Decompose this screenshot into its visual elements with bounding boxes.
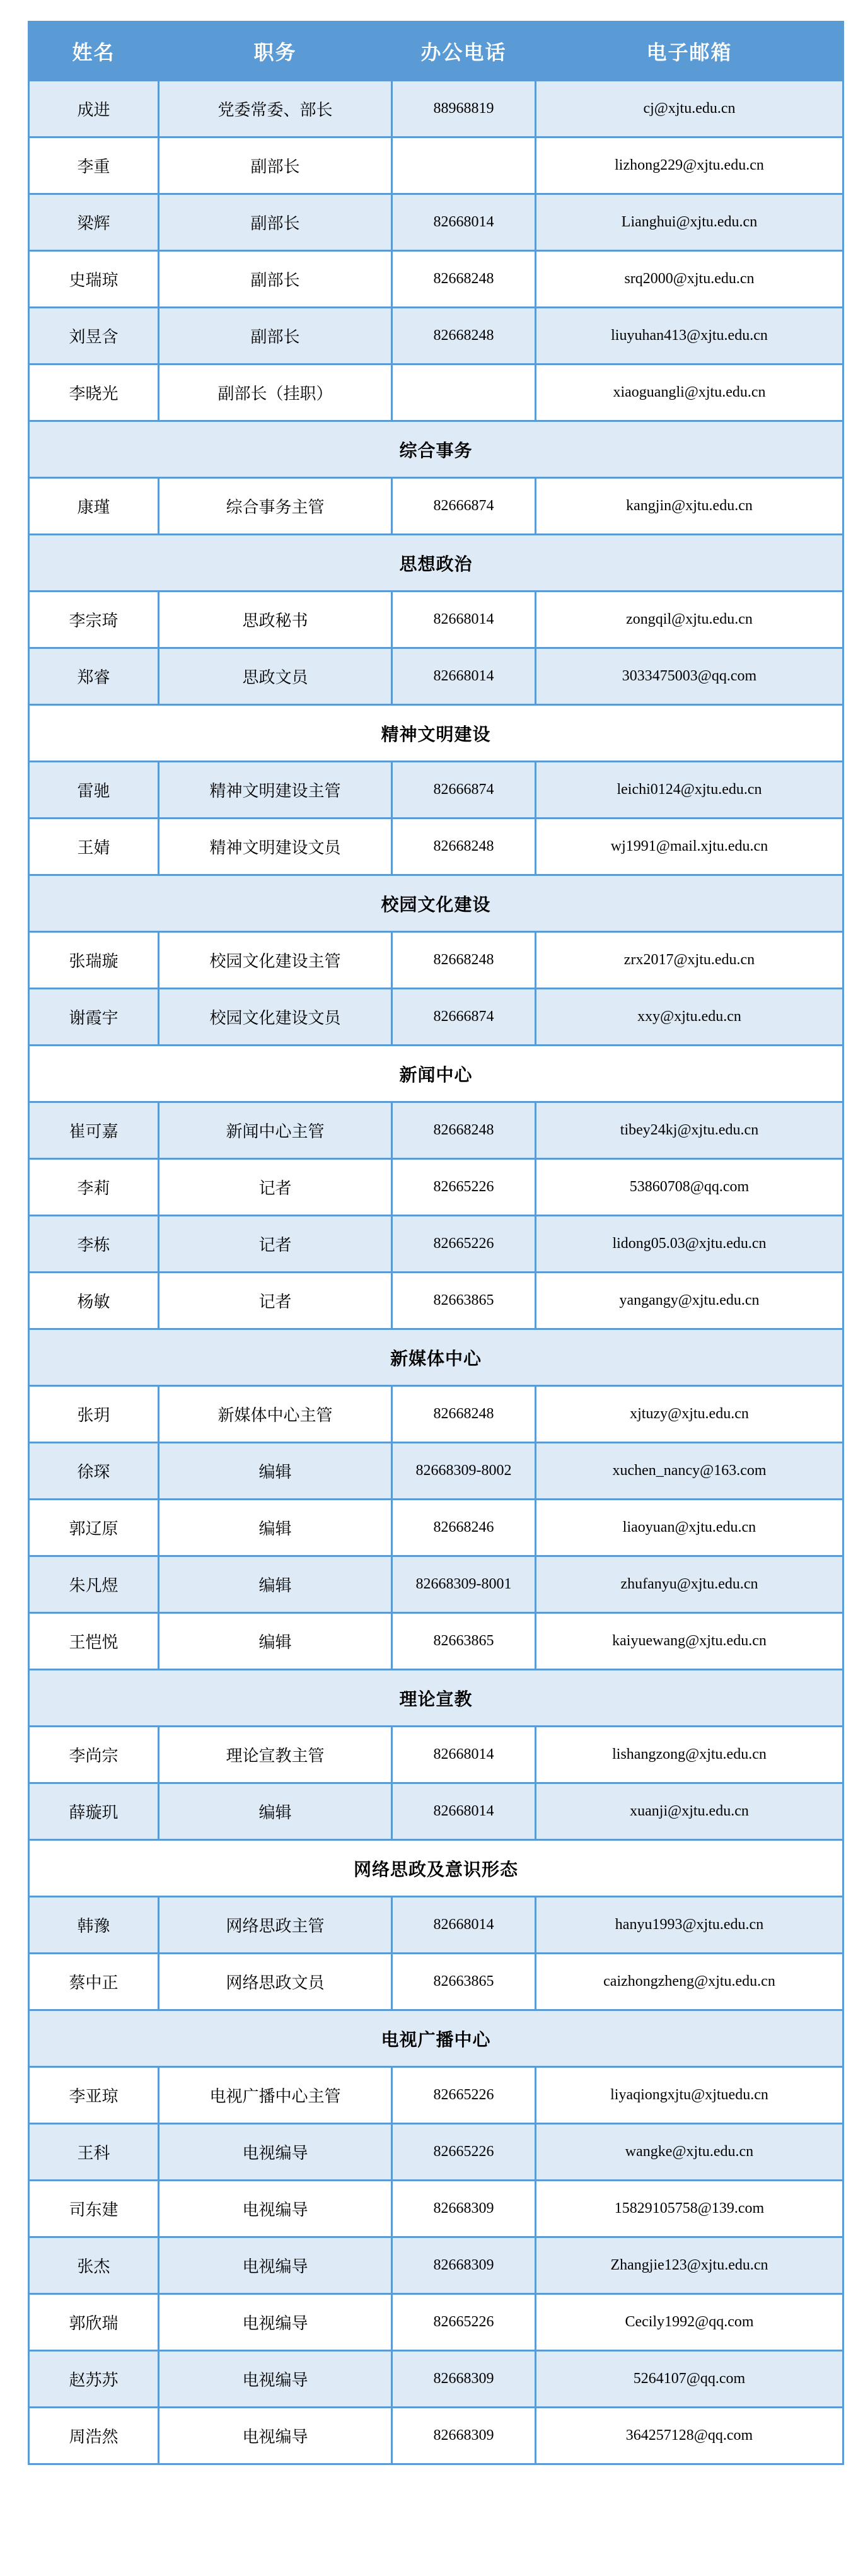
table-row [29, 308, 843, 364]
phone-cell: 82665226 [392, 1216, 536, 1273]
name-cell: 周浩然 [29, 2408, 159, 2464]
table-row [29, 648, 843, 705]
phone-cell: 82668309-8001 [392, 1556, 536, 1613]
title-cell: 编辑 [159, 1556, 392, 1613]
section-label: 理论宣教 [29, 1670, 843, 1727]
name-cell: 李栋 [29, 1216, 159, 1273]
table-row [29, 251, 843, 308]
email-cell: srq2000@xjtu.edu.cn [536, 251, 843, 308]
phone-cell: 82663865 [392, 1273, 536, 1329]
name-cell: 张瑞璇 [29, 932, 159, 989]
title-cell: 思政文员 [159, 648, 392, 705]
title-cell: 编辑 [159, 1613, 392, 1670]
section-label: 新媒体中心 [29, 1329, 843, 1386]
title-cell: 理论宣教主管 [159, 1727, 392, 1783]
title-cell: 副部长 [159, 251, 392, 308]
phone-cell: 82665226 [392, 2124, 536, 2181]
name-cell: 郭辽原 [29, 1500, 159, 1556]
phone-cell: 82665226 [392, 2294, 536, 2351]
column-header-title: 职务 [159, 22, 392, 81]
title-cell: 编辑 [159, 1500, 392, 1556]
title-cell: 精神文明建设文员 [159, 819, 392, 875]
email-cell: zrx2017@xjtu.edu.cn [536, 932, 843, 989]
section-row [29, 535, 843, 592]
title-cell: 电视编导 [159, 2181, 392, 2237]
phone-cell: 82663865 [392, 1954, 536, 2010]
table-row [29, 592, 843, 648]
email-cell: zongqil@xjtu.edu.cn [536, 592, 843, 648]
name-cell: 李莉 [29, 1159, 159, 1216]
title-cell: 记者 [159, 1216, 392, 1273]
table-row [29, 1783, 843, 1840]
title-cell: 记者 [159, 1273, 392, 1329]
table-row [29, 2124, 843, 2181]
name-cell: 雷驰 [29, 762, 159, 819]
email-cell: 5264107@qq.com [536, 2351, 843, 2408]
table-row [29, 1613, 843, 1670]
name-cell: 王婧 [29, 819, 159, 875]
email-cell: Lianghui@xjtu.edu.cn [536, 194, 843, 251]
phone-cell: 82665226 [392, 2067, 536, 2124]
name-cell: 蔡中正 [29, 1954, 159, 2010]
table-header [29, 22, 843, 81]
email-cell: kaiyuewang@xjtu.edu.cn [536, 1613, 843, 1670]
title-cell: 思政秘书 [159, 592, 392, 648]
table-row [29, 1216, 843, 1273]
phone-cell: 82668014 [392, 648, 536, 705]
name-cell: 李重 [29, 137, 159, 194]
section-label: 综合事务 [29, 421, 843, 478]
name-cell: 李亚琼 [29, 2067, 159, 2124]
table-row [29, 1102, 843, 1159]
email-cell: wj1991@mail.xjtu.edu.cn [536, 819, 843, 875]
email-cell: xxy@xjtu.edu.cn [536, 989, 843, 1046]
email-cell: liyaqiongxjtu@xjtuedu.cn [536, 2067, 843, 2124]
table-row [29, 1386, 843, 1443]
email-cell: Zhangjie123@xjtu.edu.cn [536, 2237, 843, 2294]
name-cell: 成进 [29, 81, 159, 137]
table-row [29, 1556, 843, 1613]
title-cell: 电视编导 [159, 2351, 392, 2408]
title-cell: 副部长 [159, 308, 392, 364]
phone-cell: 82666874 [392, 478, 536, 535]
table-row [29, 762, 843, 819]
header-row [29, 22, 843, 81]
phone-cell: 82666874 [392, 762, 536, 819]
table-row [29, 1897, 843, 1954]
contact-directory [28, 21, 844, 2465]
phone-cell: 82668248 [392, 1102, 536, 1159]
phone-cell: 82668014 [392, 592, 536, 648]
email-cell: xjtuzy@xjtu.edu.cn [536, 1386, 843, 1443]
title-cell: 副部长（挂职） [159, 364, 392, 421]
email-cell: liuyuhan413@xjtu.edu.cn [536, 308, 843, 364]
name-cell: 杨敏 [29, 1273, 159, 1329]
name-cell: 张杰 [29, 2237, 159, 2294]
email-cell: 53860708@qq.com [536, 1159, 843, 1216]
name-cell: 薛璇玑 [29, 1783, 159, 1840]
email-cell: hanyu1993@xjtu.edu.cn [536, 1897, 843, 1954]
table-row [29, 1159, 843, 1216]
phone-cell: 82668309-8002 [392, 1443, 536, 1500]
section-row [29, 1329, 843, 1386]
table-row [29, 364, 843, 421]
title-cell: 校园文化建设文员 [159, 989, 392, 1046]
phone-cell: 82668014 [392, 1727, 536, 1783]
table-row [29, 819, 843, 875]
table-row [29, 194, 843, 251]
email-cell: xuanji@xjtu.edu.cn [536, 1783, 843, 1840]
table-row [29, 1954, 843, 2010]
section-row [29, 705, 843, 762]
email-cell: lidong05.03@xjtu.edu.cn [536, 1216, 843, 1273]
section-row [29, 1046, 843, 1102]
table-body [29, 81, 843, 2464]
phone-cell: 82668014 [392, 1897, 536, 1954]
phone-cell: 82668248 [392, 1386, 536, 1443]
email-cell: xiaoguangli@xjtu.edu.cn [536, 364, 843, 421]
table-row [29, 2237, 843, 2294]
title-cell: 记者 [159, 1159, 392, 1216]
email-cell: lishangzong@xjtu.edu.cn [536, 1727, 843, 1783]
phone-cell: 82665226 [392, 1159, 536, 1216]
phone-cell: 82663865 [392, 1613, 536, 1670]
phone-cell: 82668246 [392, 1500, 536, 1556]
table-row [29, 2294, 843, 2351]
name-cell: 朱凡煜 [29, 1556, 159, 1613]
table-row [29, 1273, 843, 1329]
name-cell: 韩豫 [29, 1897, 159, 1954]
name-cell: 王恺悦 [29, 1613, 159, 1670]
phone-cell: 82668309 [392, 2181, 536, 2237]
title-cell: 副部长 [159, 194, 392, 251]
phone-cell: 82666874 [392, 989, 536, 1046]
name-cell: 郑睿 [29, 648, 159, 705]
name-cell: 谢霞宇 [29, 989, 159, 1046]
phone-cell: 82668309 [392, 2237, 536, 2294]
name-cell: 刘昱含 [29, 308, 159, 364]
email-cell: Cecily1992@qq.com [536, 2294, 843, 2351]
title-cell: 网络思政文员 [159, 1954, 392, 2010]
section-label: 新闻中心 [29, 1046, 843, 1102]
phone-cell: 82668014 [392, 194, 536, 251]
title-cell: 新媒体中心主管 [159, 1386, 392, 1443]
email-cell: 364257128@qq.com [536, 2408, 843, 2464]
section-row [29, 1670, 843, 1727]
name-cell: 张玥 [29, 1386, 159, 1443]
title-cell: 综合事务主管 [159, 478, 392, 535]
email-cell: xuchen_nancy@163.com [536, 1443, 843, 1500]
email-cell: lizhong229@xjtu.edu.cn [536, 137, 843, 194]
table-row [29, 1500, 843, 1556]
name-cell: 李晓光 [29, 364, 159, 421]
email-cell: leichi0124@xjtu.edu.cn [536, 762, 843, 819]
name-cell: 康瑾 [29, 478, 159, 535]
section-label: 校园文化建设 [29, 875, 843, 932]
phone-cell: 82668014 [392, 1783, 536, 1840]
phone-cell: 82668248 [392, 819, 536, 875]
column-header-name: 姓名 [29, 22, 159, 81]
table-row [29, 478, 843, 535]
table-row [29, 2067, 843, 2124]
name-cell: 徐琛 [29, 1443, 159, 1500]
column-header-phone: 办公电话 [392, 22, 536, 81]
phone-cell: 82668248 [392, 251, 536, 308]
phone-cell [392, 364, 536, 421]
section-label: 电视广播中心 [29, 2010, 843, 2067]
email-cell: kangjin@xjtu.edu.cn [536, 478, 843, 535]
table-row [29, 932, 843, 989]
phone-cell [392, 137, 536, 194]
table-row [29, 2181, 843, 2237]
title-cell: 编辑 [159, 1443, 392, 1500]
title-cell: 电视编导 [159, 2408, 392, 2464]
title-cell: 精神文明建设主管 [159, 762, 392, 819]
name-cell: 司东建 [29, 2181, 159, 2237]
name-cell: 赵苏苏 [29, 2351, 159, 2408]
column-header-email: 电子邮箱 [536, 22, 843, 81]
table-row [29, 2351, 843, 2408]
table-row [29, 1727, 843, 1783]
name-cell: 郭欣瑞 [29, 2294, 159, 2351]
section-row [29, 2010, 843, 2067]
title-cell: 党委常委、部长 [159, 81, 392, 137]
email-cell: cj@xjtu.edu.cn [536, 81, 843, 137]
section-row [29, 1840, 843, 1897]
email-cell: liaoyuan@xjtu.edu.cn [536, 1500, 843, 1556]
name-cell: 李宗琦 [29, 592, 159, 648]
title-cell: 网络思政主管 [159, 1897, 392, 1954]
title-cell: 编辑 [159, 1783, 392, 1840]
title-cell: 电视广播中心主管 [159, 2067, 392, 2124]
name-cell: 崔可嘉 [29, 1102, 159, 1159]
section-label: 网络思政及意识形态 [29, 1840, 843, 1897]
email-cell: 15829105758@139.com [536, 2181, 843, 2237]
phone-cell: 82668309 [392, 2408, 536, 2464]
email-cell: caizhongzheng@xjtu.edu.cn [536, 1954, 843, 2010]
section-row [29, 421, 843, 478]
table-row [29, 989, 843, 1046]
table-row [29, 137, 843, 194]
title-cell: 新闻中心主管 [159, 1102, 392, 1159]
contact-table [28, 21, 844, 2465]
section-row [29, 875, 843, 932]
email-cell: yangangy@xjtu.edu.cn [536, 1273, 843, 1329]
name-cell: 梁辉 [29, 194, 159, 251]
email-cell: tibey24kj@xjtu.edu.cn [536, 1102, 843, 1159]
table-row [29, 1443, 843, 1500]
title-cell: 电视编导 [159, 2124, 392, 2181]
phone-cell: 82668309 [392, 2351, 536, 2408]
title-cell: 电视编导 [159, 2237, 392, 2294]
name-cell: 史瑞琼 [29, 251, 159, 308]
section-label: 思想政治 [29, 535, 843, 592]
section-label: 精神文明建设 [29, 705, 843, 762]
email-cell: wangke@xjtu.edu.cn [536, 2124, 843, 2181]
phone-cell: 82668248 [392, 932, 536, 989]
title-cell: 副部长 [159, 137, 392, 194]
name-cell: 王科 [29, 2124, 159, 2181]
email-cell: 3033475003@qq.com [536, 648, 843, 705]
table-row [29, 81, 843, 137]
title-cell: 校园文化建设主管 [159, 932, 392, 989]
title-cell: 电视编导 [159, 2294, 392, 2351]
table-row [29, 2408, 843, 2464]
phone-cell: 82668248 [392, 308, 536, 364]
phone-cell: 88968819 [392, 81, 536, 137]
email-cell: zhufanyu@xjtu.edu.cn [536, 1556, 843, 1613]
name-cell: 李尚宗 [29, 1727, 159, 1783]
